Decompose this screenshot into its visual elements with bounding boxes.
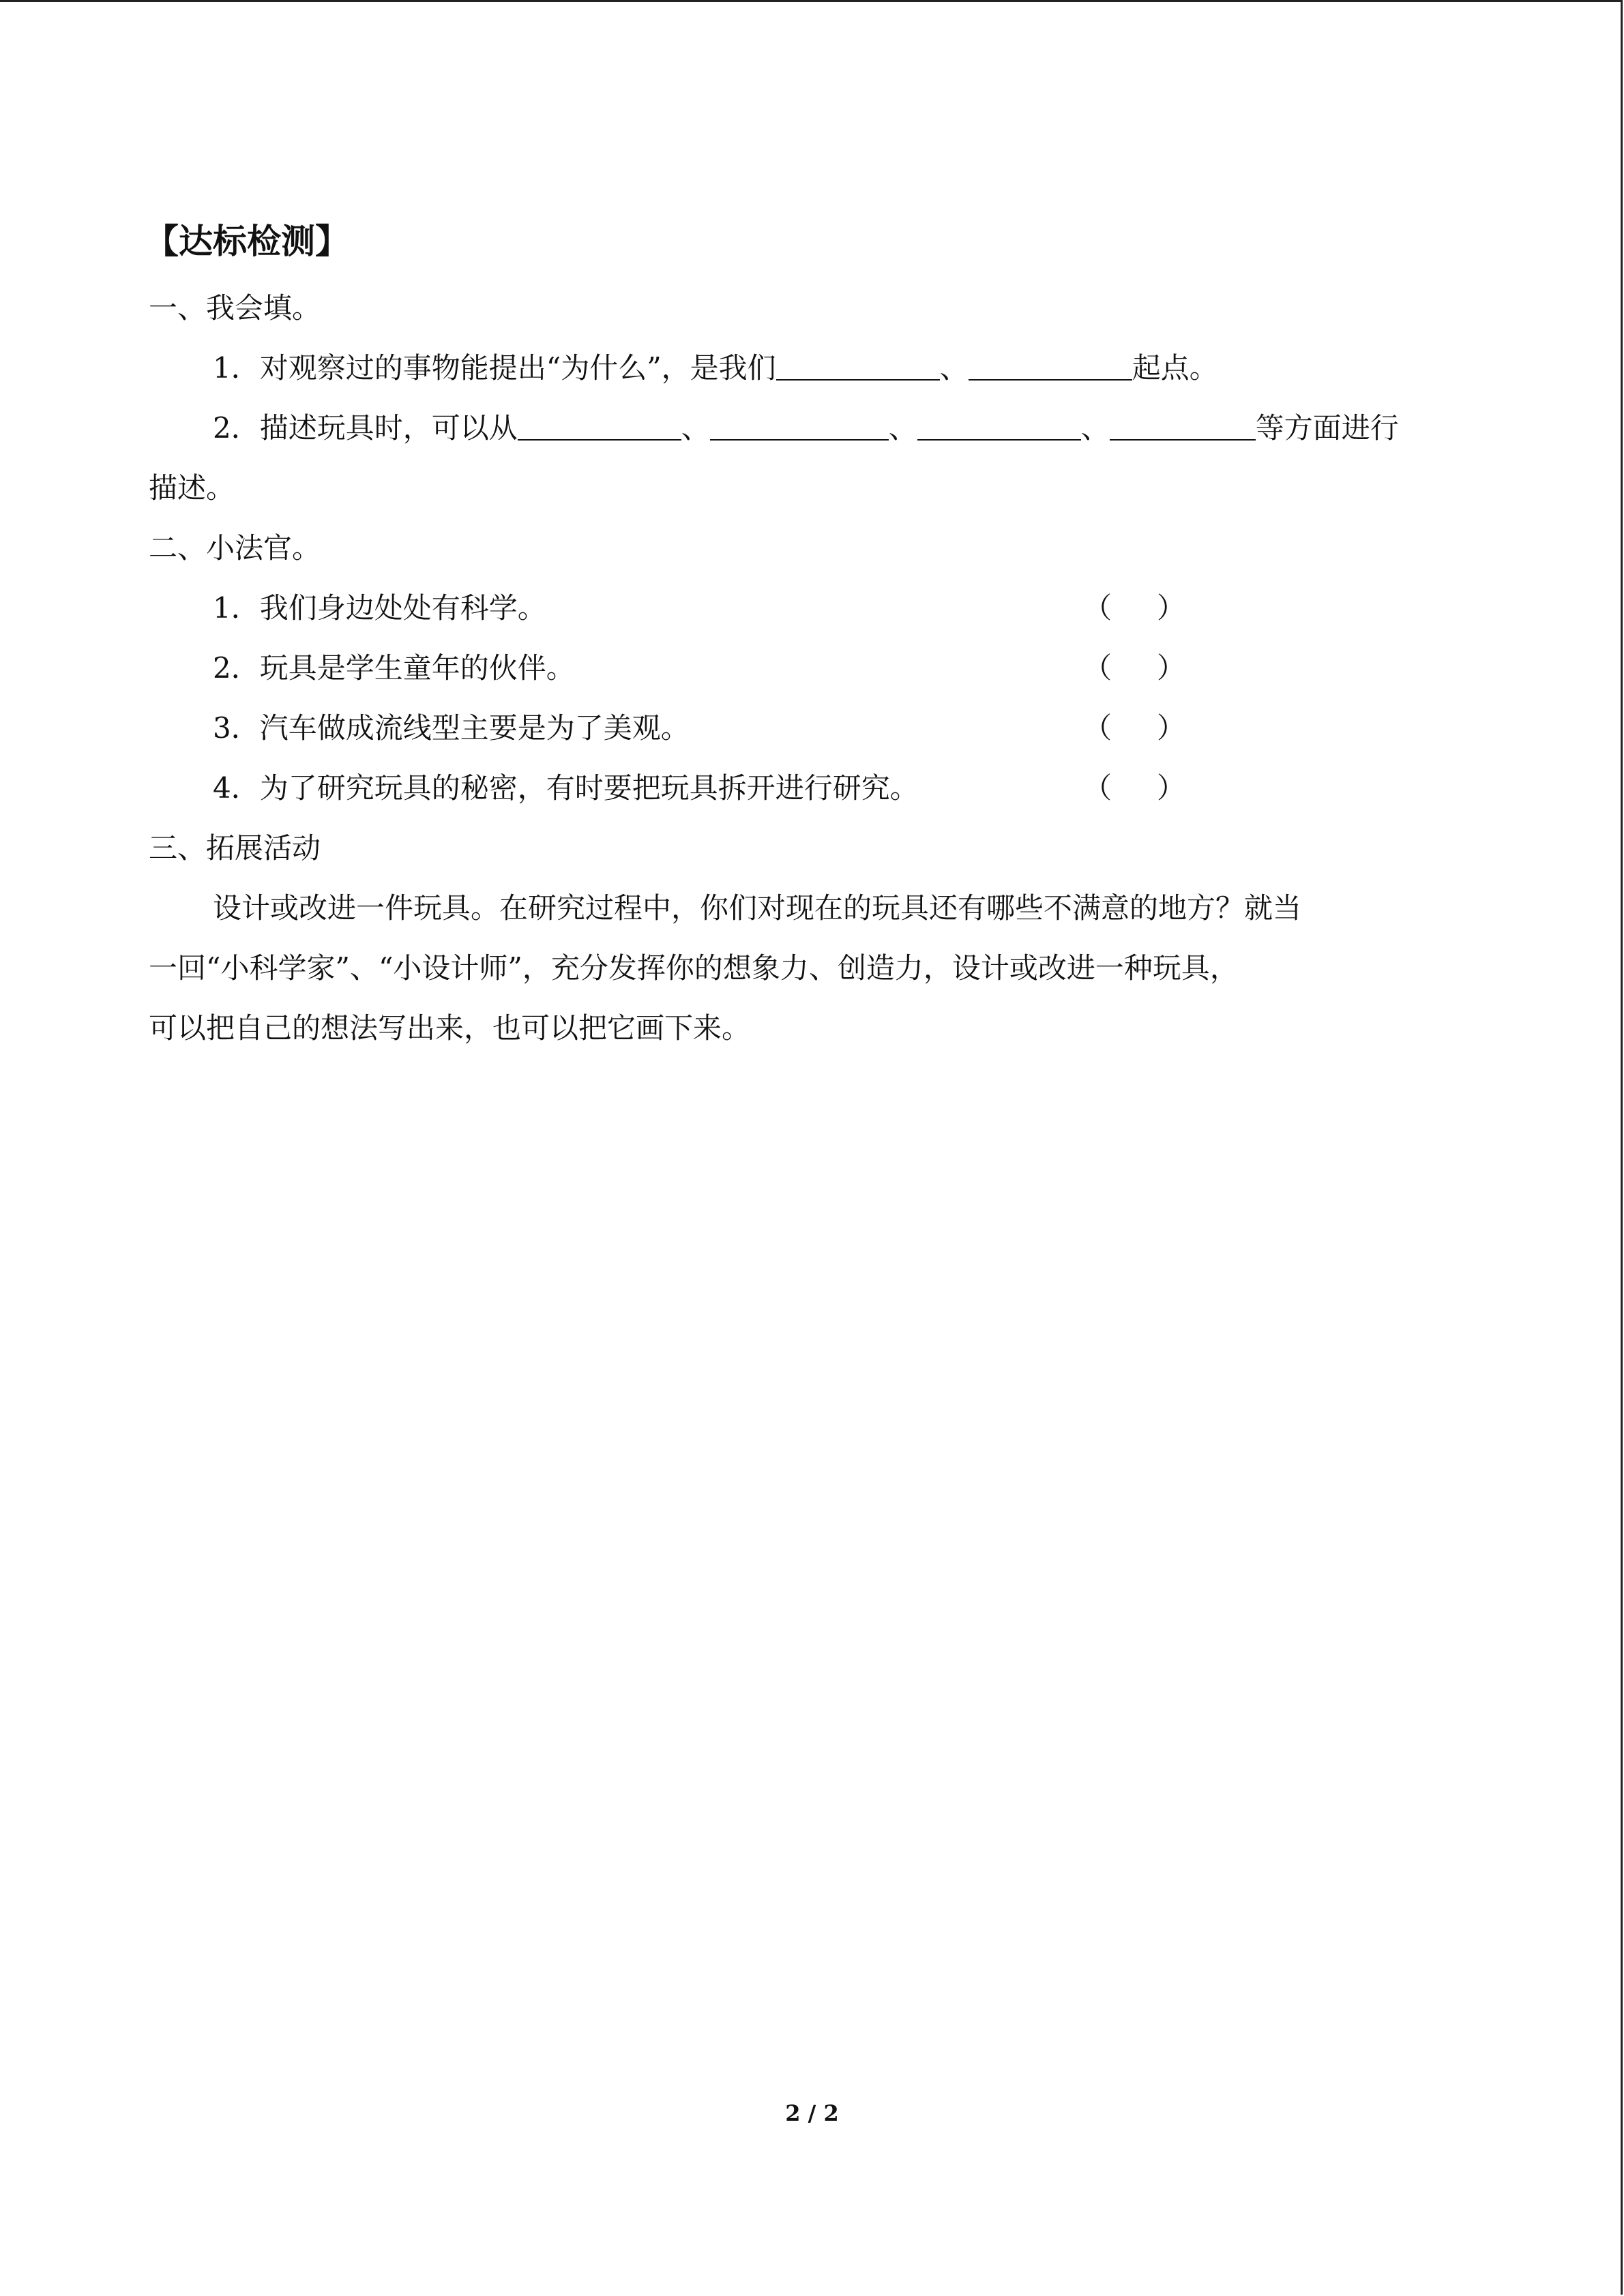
answer-blank[interactable] xyxy=(710,412,889,441)
fill-question-2-text: 2．描述玩具时，可以从 xyxy=(213,411,518,445)
answer-blank[interactable] xyxy=(969,352,1132,381)
section1-title: 一、我会填。 xyxy=(149,291,321,325)
section3-title: 三、拓展活动 xyxy=(149,831,321,865)
fill-question-2-continuation: 描述。 xyxy=(149,471,235,505)
section2-title: 二、小法官。 xyxy=(149,531,321,565)
answer-parentheses[interactable]: （ ） xyxy=(1083,771,1185,805)
answer-parentheses[interactable]: （ ） xyxy=(1083,711,1185,745)
judge-item-2 xyxy=(149,638,1486,698)
judge-item-text: 1．我们身边处处有科学。 xyxy=(213,591,546,625)
separator: 、 xyxy=(939,351,969,385)
worksheet-content xyxy=(145,205,1486,1058)
separator: 、 xyxy=(888,411,917,445)
answer-blank[interactable] xyxy=(518,412,681,441)
section-heading: 【达标检测】 xyxy=(145,222,349,261)
fill-question-2-suffix: 等方面进行 xyxy=(1255,411,1399,445)
judge-item-text: 2．玩具是学生童年的伙伴。 xyxy=(213,651,575,685)
judge-item-1 xyxy=(149,578,1486,638)
activity-paragraph-line-2: 一回“小科学家”、“小设计师”，充分发挥你的想象力、创造力，设计或改进一种玩具， xyxy=(149,951,1239,985)
fill-question-1 xyxy=(149,338,1486,398)
judge-item-text: 3．汽车做成流线型主要是为了美观。 xyxy=(213,711,690,745)
judge-item-4 xyxy=(149,758,1486,818)
separator: 、 xyxy=(1080,411,1110,445)
page-number: 2 / 2 xyxy=(785,2100,839,2126)
answer-parentheses[interactable]: （ ） xyxy=(1083,591,1185,625)
fill-question-2 xyxy=(149,398,1486,458)
activity-paragraph-line-3: 可以把自己的想法写出来，也可以把它画下来。 xyxy=(149,1011,751,1045)
fill-question-1-text: 1．对观察过的事物能提出“为什么”，是我们 xyxy=(213,351,776,385)
separator: 、 xyxy=(681,411,710,445)
activity-paragraph-line-1: 设计或改进一件玩具。在研究过程中，你们对现在的玩具还有哪些不满意的地方？就当 xyxy=(213,891,1302,925)
judge-item-3 xyxy=(149,698,1486,758)
answer-blank[interactable] xyxy=(1110,412,1256,441)
judge-item-text: 4．为了研究玩具的秘密，有时要把玩具拆开进行研究。 xyxy=(213,771,919,805)
answer-blank[interactable] xyxy=(917,412,1081,441)
fill-question-1-suffix: 起点。 xyxy=(1132,351,1218,385)
answer-parentheses[interactable]: （ ） xyxy=(1083,651,1185,685)
answer-blank[interactable] xyxy=(776,352,940,381)
